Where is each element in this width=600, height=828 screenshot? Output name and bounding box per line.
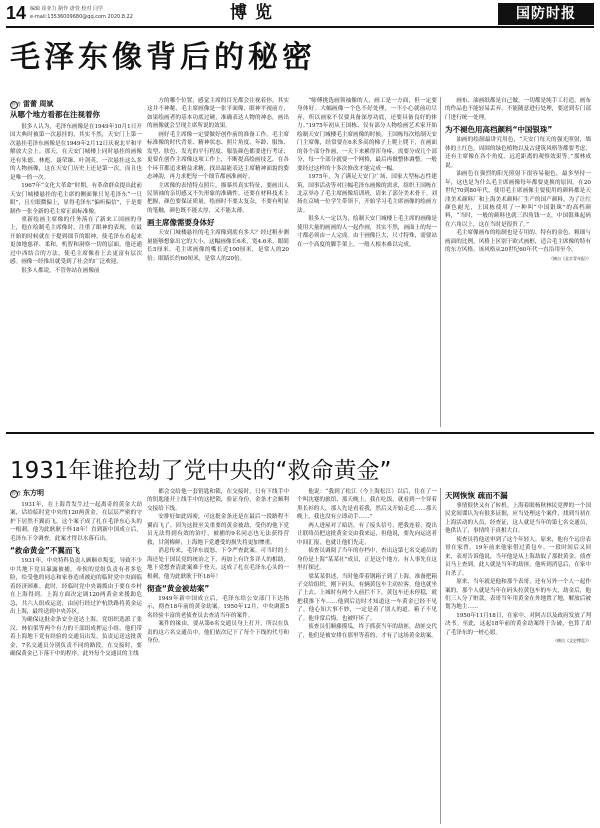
paragraph: 1931年，在上海背发生过一起离奇的黄金大劫案，话给临时党中央的120两黄金，在层层严密的守护下居然不翼而飞。这个案子成了扎在毛泽东心头的一根刺，他为此耿耿于怀18年！直到新中国成立后，毛泽东下令调查，此案才得以水落石出。 (10, 502, 142, 542)
paragraph: 案件的缘由，要从第6名交通员身上打开，所以在负责的这六名交通员中，他们依次记下了每个下线的代号和身份。 (147, 621, 289, 645)
paragraph: 重新绘画主席像的任务落在了新来工国画的身上，他在绘制毛主席像时，注重了眼神的表现，在最开始的时候就在于提到细节的眼神，使毛泽东看起来更加地慈祥、柔和，机智和洞察一切的层面，他还通过中西结合的方法，使毛主席像看上去更富有层次感。画像一经推出就受到了社会的广泛欢迎。 (10, 216, 142, 266)
article-divider (6, 432, 594, 434)
paragraph: 1967年“文化大革命”时期，有革命群众提出此前天安门城楼悬挂的毛主席的侧面像只见毛泽东“一只眼”，且左眼微偏上，显得毛泽东“偏听偏信”，于是要制作一张全新的毛主席正面标准像。 (10, 183, 142, 215)
article-2-column-2 (147, 488, 289, 823)
paragraph: “师傅挑选画领袖像的人，画工是一方面，但一定要身体好。大幅画像一个色不好处理，一不小心就前功尽弃，所以画家不仅要具备深厚功底，还要具备良好的体力。”1975年初从王国栋、仅有部分人物绘画艺术家开始绘制天安门城楼毛主席画像的时候，王国栋每次绘制天安门主席像，经常要在6米多高的梯子上爬上爬下，在画面的各个部分作画，一天下来累得浑身疼。需要分成几个部分，每一个部分就要一个网格，最后再做整体调整。一般要经过这样的十多次修改才能完成一幅。 (297, 98, 437, 172)
paragraph: 很多人一定以为，绘制天安门城楼上毛主席的画像是使用大量的画画的人一起作画，其实不然，画面上的每一寸都必须由一人完成。由于画像巨大，尺寸特殊，需要站在一个高度的脚手架上，一般人根本难以完成。 (297, 216, 437, 248)
byline-authors: 雷蕾 周斌 (23, 100, 54, 108)
paragraph: 侦查员调阅了当年的存档中，查出这第七名交通员的身份是上海“某某社”成员，正是这个地方，有人事先在这里打探过。 (297, 548, 437, 572)
paragraph: 方的哪个位置，感觉主席的目光都会注视着你。其实这并不神秘，毛主席画像是一张平面像，眼神平视前方，如果绘画者的基本功底过硬，准确表达人物的神态，画出的画像就会呈现主席所说的效果。 (147, 98, 289, 130)
paragraph: 画好毛主席像一定要做好创作前的准备工作。毛主席标准像的时代背景、精神状态、照片角度、年龄、服饰、发型、肤色、发光的平行程度、服装颜色都要进行考证；更要在创作主席像这项工作上，不断提高绘画技艺，在各个环节都追求精益求精，找出最能表达主席精神面貌的姿态神韵，再力求把每一个细节都画准画好。 (147, 131, 289, 181)
paragraph: 消息传来，毛泽东震怒，下令严查此案。可当时的上海还处于国民党的统治之下，再加上有许多详人的相助，地下党想查清此案难于登天，这成了扎在毛泽东心头的一根刺，他为此耿耿于怀18年！ (147, 548, 289, 580)
article-1-subhead-1: 画主席像需要身体好 (147, 218, 215, 228)
article-2-byline (10, 488, 44, 498)
paragraph: 都会交给他一套钥匙和锁，在交接时，只有下线手中的钥匙能开上线手中的这把锁，验证身份，金条才会顺利交接给下线。 (147, 489, 289, 512)
paragraph: 他说：“我到了松江（今上海松江）以后，住在了一个叫沈蹇的旅馆，那天晚上，我在吃饭，就看到一个穿着黑长衫的人，那人先是看着我，然后又开始走近……那天晚上，我也没有立即动手……” (297, 489, 437, 521)
editor-email-date: e-mail:13536009680@qq.com 2020.8.22 (30, 14, 133, 20)
paragraph: 梁某某供述，当时他带着钢箱子到了上海，准备把箱子交给组织，刚下码头，有辆黄包车主动拉客，他也就坐了上去。上城时有两个人前拦不下，黄包车还未停稳，就把我推下车……他到后边时才知道这一车黄金已经不见了。他心知大事不妙，一定是着了别人的道，箱子不见了。他非常后悔，也被吓坏了。 (297, 573, 437, 622)
paragraph: 事情很快又有了转机。上海着眼杨秋林民党押的一个国民党间谍认为有很多证据，应当处理这个案件，找到当初在上海活动的人员，经查证，这人就是当年的第七名交通员，他供认了，事情终于真相大白。 (445, 503, 591, 535)
paragraph: 侦查员们顺藤摸瓜，终于抓获当年的劫匪，劫匪交代了，他们是被安排在那里等着的，才有了这场黄金劫案。 (297, 624, 437, 639)
paragraph: 侦查员将他送审到了这个年轻人。原来，他有个远房表哥在家曾，19年前来他家借过黄包车，一段时间后又回来，表哥告诉他说，当年他是从上海劫取了那批黄金。侦查员马上查到，此人就是当年的劫匪，他听到消息后，在家中自杀了。 (445, 536, 591, 577)
column-rule (440, 97, 441, 427)
paragraph: 主席像的表情特点照片，描摹其真实特征，要画出人民领袖的亲切感又不失形象的准确性。还要在材料技术上把握，颜色要保证质量，绘画时不要太复杂，不要有明显的笔触，颜色既不能太厚，又不能太薄。 (147, 182, 289, 214)
header-rule (6, 26, 594, 28)
paragraph: 毛主席像画布的绘制也是专用的、特有的金色、粗细与画面的比例，风格上区别于欧式画框，适合毛主席像的特有的东方风格，该风格从20世纪60年代一直沿用至今。 (445, 230, 591, 254)
editor-credits: 编辑 崔亚力 制作 唐萱 校对 闫学 (30, 6, 103, 12)
page-number: 14 (6, 3, 27, 23)
byline-tag: 作者 (11, 102, 22, 108)
article-1-column-2 (147, 97, 289, 426)
paragraph: 1931年，中央特科负责人顾顺章叛变，导致不少中共地下党员暴露被捕，牵俟的党组负责有者多危险，给受他的同志和家眷造成被迫的临时党中央面临着经济困难。此时，经临时党中央调拨由于要在乡村在上海得到。上海方面决定调120两黄金来援助危急，共六人组成运送，由闵行经过沪杭铁路将黄金运出上海，最终送到中央苏区。 (10, 558, 142, 615)
source-note: （摘自《文史博览》） (553, 638, 591, 644)
section-title: 博览 (230, 3, 280, 23)
article-1-column-3 (297, 97, 437, 426)
paragraph: 天安门城楼悬挂的毛主席像到底有多大？经过粗步测量能够想象出它的大小。这幅画像长6米，宽4.6米，眼睛长5厘米。毛主席画像的嘴长近100厘米，是常人的20倍；眼睛长约60厘米，是常人的20倍。 (147, 230, 289, 262)
paragraph: 1949年新中国成立后，毛泽东给公安部门下达指示，彻查18年前的黄金劫案。1950年12月，中央调派5名经验丰富的老侦查员去查清当年的案件。 (147, 595, 289, 619)
paragraph: 1975年，为了满足天安门广场、国家大型标志性建筑、国事活动等对巨幅毛泽东画像的需求，组织王国栋在北京举办了毛主席画像培训班，请来了部分美术骨干。刘扬在京城一位学生带领下，开始学习毛主席画像的绘画方法。 (297, 174, 437, 214)
article-2-subhead-1: “救命黄金”不翼而飞 (10, 546, 80, 556)
paragraph: 两人进屋对了暗语，有了接头信号，把我连着，提出让联络员把这批黄金交由我来运，但他说，要先向运送者中间汇报，也就让他们先走。 (297, 522, 437, 546)
paragraph: 很多人认为，毛泽东画像是在1949年10月1日开国大典时被第一次悬挂的，其实不然，天安门上第一次悬挂毛泽东画像是在1949年2月12日庆祝北平和平解放大会上。那天，在天安门城楼上同时悬挂的画像还有朱德、林彪、聂荣臻、叶剑英。一次悬挂这么多的人物画像，这在天安门历史上还是第一次，而且也是唯一的一次。 (10, 124, 142, 181)
newspaper-logo: 国防时报 (498, 3, 594, 25)
article-1-column-4 (445, 97, 591, 426)
byline-authors: 东方明 (23, 489, 44, 497)
byline-tag: 作者 (11, 491, 22, 497)
source-note: （摘自《北京青年报》） (549, 255, 591, 261)
article-1-kicker: 从哪个地方看都在注视着你 (10, 110, 100, 119)
article-2-column-1 (10, 501, 142, 823)
paragraph: 原来，当年就是他和那个表哥，还有另外一个人一起作案的。那个人就是当年在码头拉黄包车的车夫，劫金后，他们三人分了赃款，表哥当年用黄金在外地置了地，解放后被划为地主…… (445, 579, 591, 611)
paragraph: 1950年11月18日，在家中、对阿古以及政府发放了判决书。至此，这起18年前的黄金劫案终于告破，也算了却了毛泽东的一桩心愿。 (445, 612, 591, 636)
paragraph: 安排好如此周密，可这批金条还是在最后一段路程不翼而飞了。因为这批至关重要的黄金被劫，受伤的他下党员无法得到有效的治疗，被捕的9名同志也无法获得营救，甘剑梅鲜，上海地下党遭受的损失将更加惨重。 (147, 514, 289, 546)
article-2-column-3 (297, 488, 437, 823)
paragraph: 油画的绘制最讲究用色，“天安门每天的强光照射，墙体的土红色，周围的绿色植物以及古建筑风格等都要考虑，还有主席像在各个角度、远近距离的观察效果等。”那林成说。 (445, 137, 591, 169)
article-1-column-1 (10, 110, 142, 426)
paragraph: 油画色在强烈的阳光照射下很容易褪色，最多坚持一年，这也是为什么毛主席画像每年都要更换的原因。在20世纪70到80年代，使用毛主席画像主要使用的颜料都是天津美术颜料厂和上海美术颜料厂生产的国产颜料。为了让红颜色耐光，王国栋使用了一种叫“中国银珠”的高档颜料，“当时，一般的颜料也就三四角钱一支，中国银珠起码在六角以上，这在当时是很贵了。” (445, 171, 591, 228)
column-rule (440, 488, 441, 824)
article-1-byline (10, 99, 53, 109)
article-2-column-4 (445, 488, 591, 823)
paragraph: 很多人都说，不管你站在画像前 (21, 267, 100, 274)
article-1-subhead-2: 为不褪色用高档颜料“中国银珠” (445, 125, 553, 135)
paragraph: 为确保这批金条安全送达上海，党组织选派了张汉、林伯渠等两个有力的干部组成押运小组，他们带着上海地下党有经验的交通员出发，负责运送这批黄金，7名交通员分别负责不同的路段。在交接时，要确保黄金已下落干中的程序，此外每个交通员的主线 (10, 617, 142, 658)
paragraph: 画布、油画纸都是自己做，一切都是纯手工打造，画布的作品也不能轻易丢弃，不能随意进行处理，要送到专门部门进行统一处理。 (445, 98, 591, 121)
article-2-headline: 1931年谁抢劫了党中央的“救命黄金” (10, 458, 392, 484)
article-1-headline: 毛泽东像背后的秘密 (10, 40, 316, 75)
article-2-subhead-2: 彻查“黄金被劫案” (147, 583, 210, 593)
article-2-subhead-3: 天网恢恢 疏而不漏 (445, 491, 508, 500)
